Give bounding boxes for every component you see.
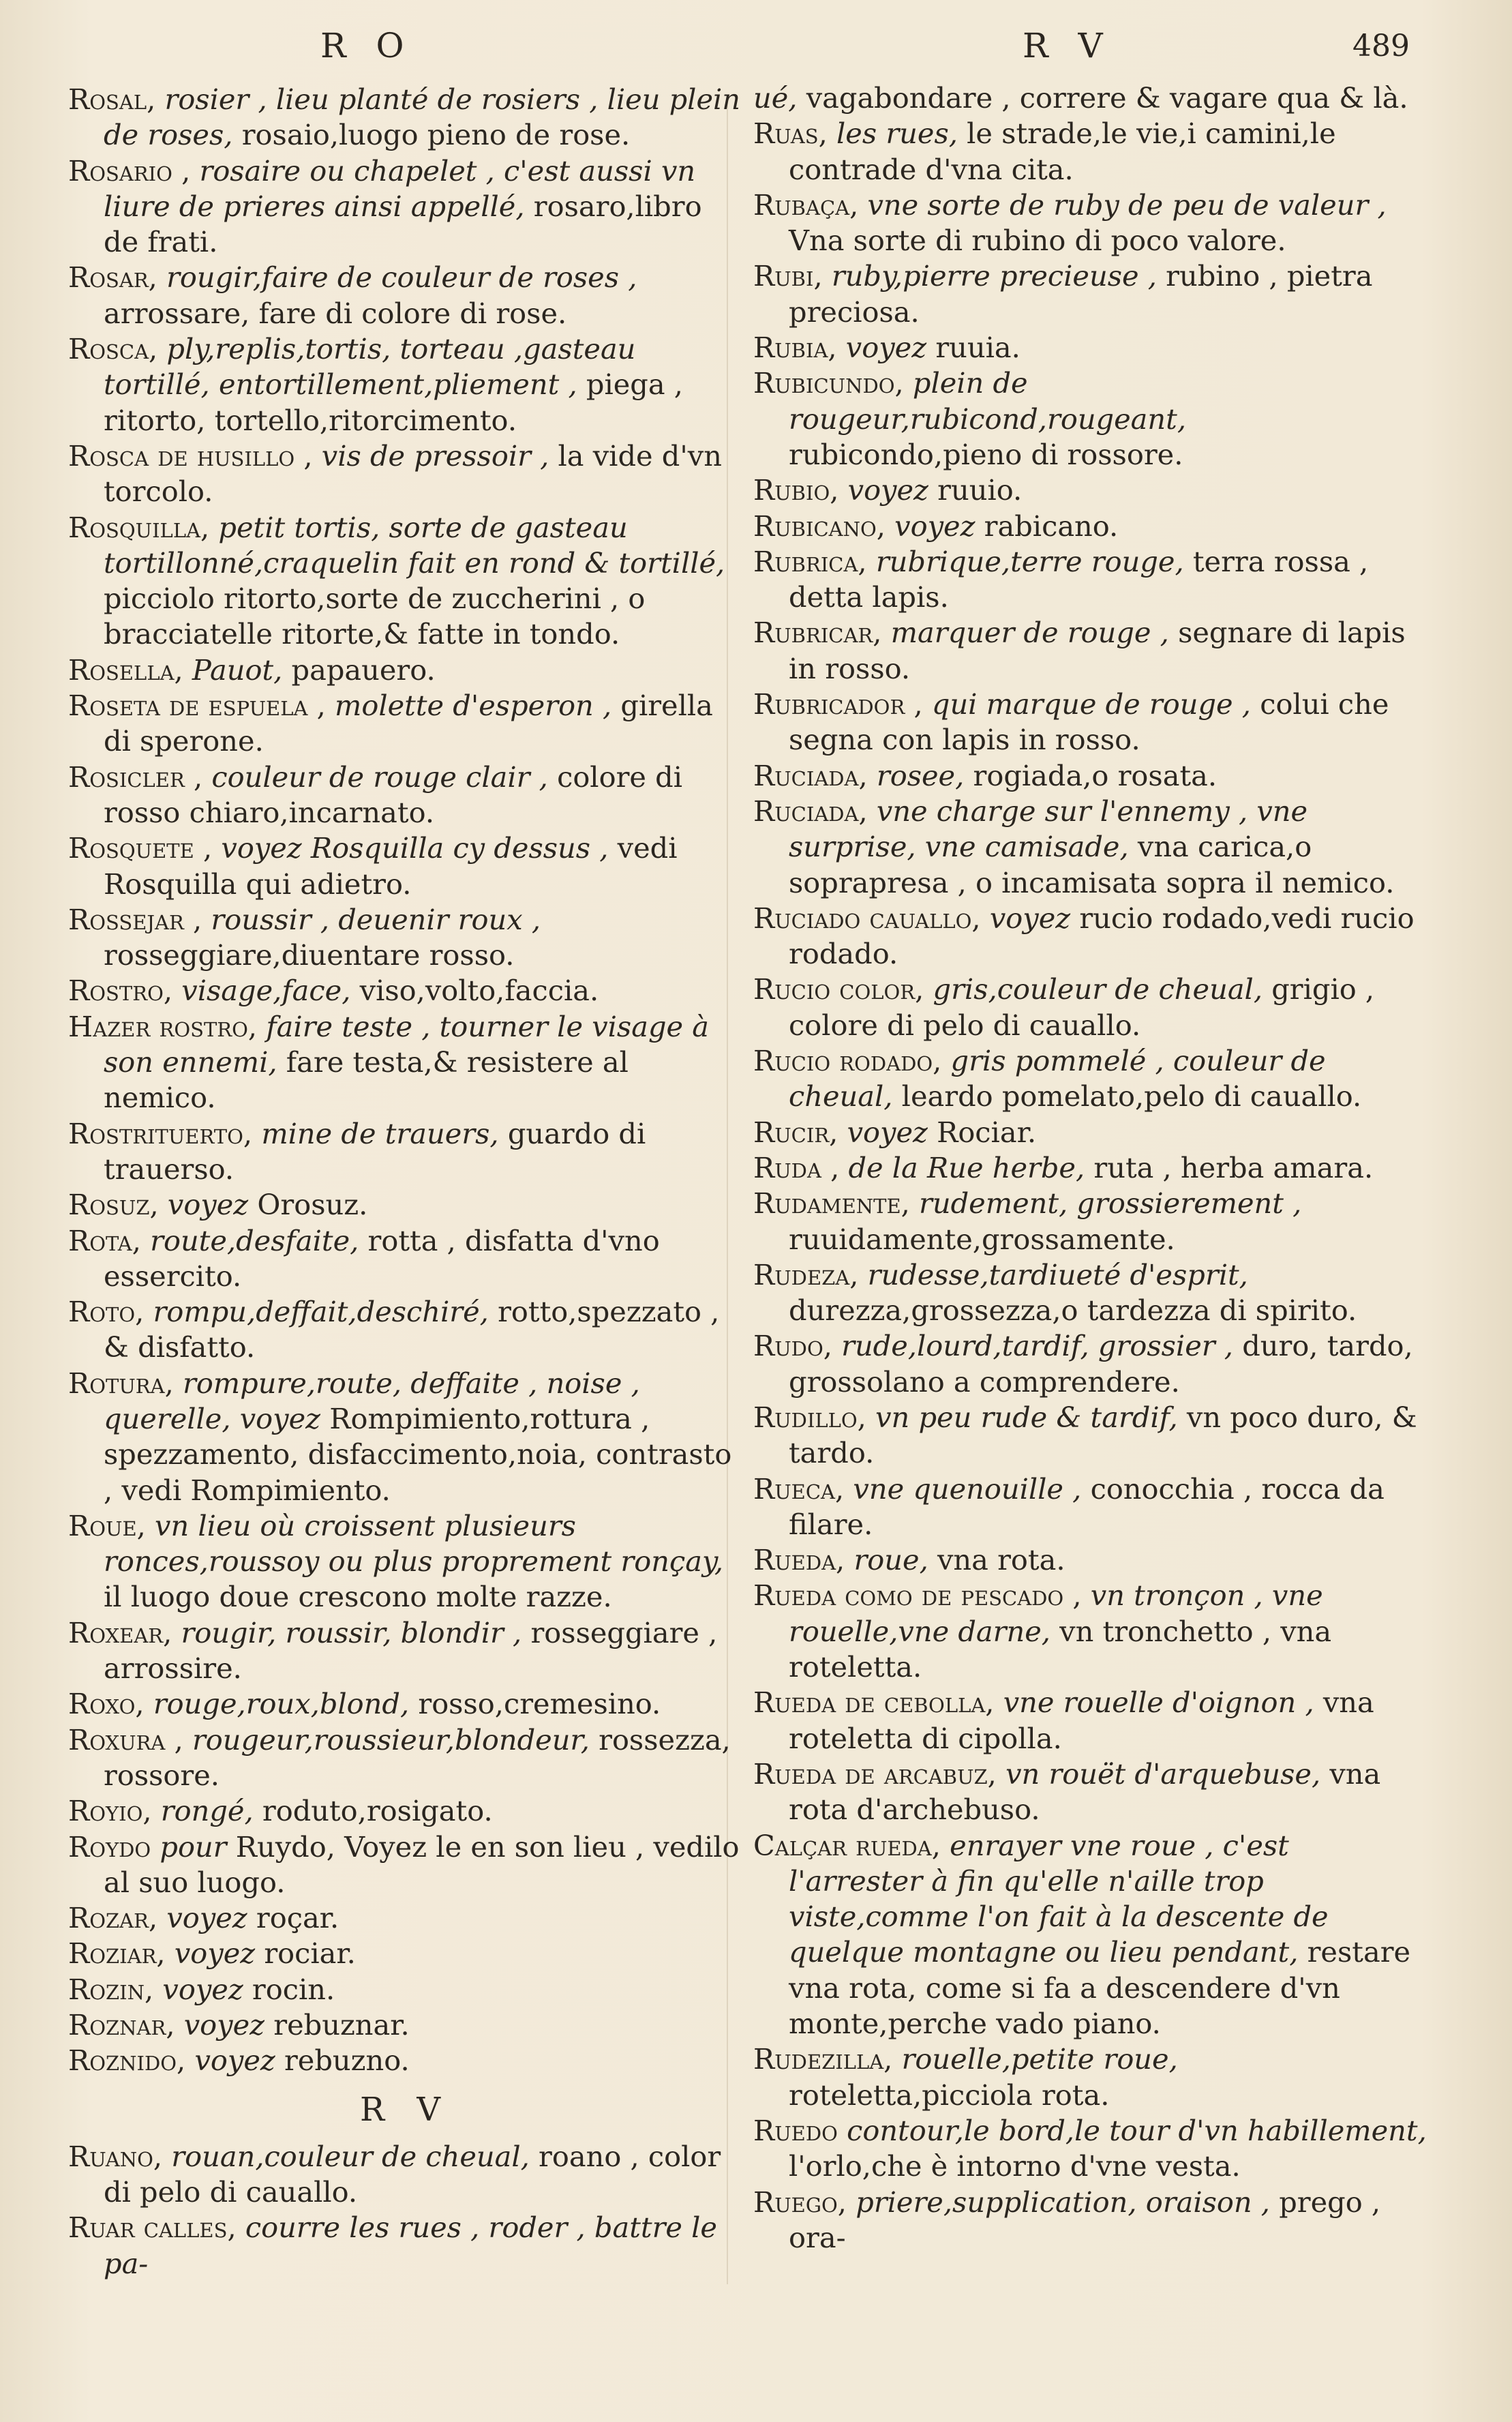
entry-italian-gloss: vna rota d'archebuso. xyxy=(789,1756,1381,1827)
dictionary-entry xyxy=(753,1828,1428,2042)
entry-italian-gloss: restare vna rota, come si fa a descendere d'vn monte,perche vado piano. xyxy=(789,1935,1411,2041)
entry-italian-gloss: vedi Rosquilla qui adietro. xyxy=(104,831,678,901)
entry-italian-gloss: roduto,rosigato. xyxy=(262,1794,493,1828)
dictionary-entry xyxy=(68,902,743,974)
entry-headword: Ruas, xyxy=(753,117,828,151)
entry-headword: Rudezilla, xyxy=(753,2042,893,2076)
entry-italian-gloss: leardo pomelato,pelo di cauallo. xyxy=(901,1079,1362,1113)
entry-italian-gloss: vna roteletta di cipolla. xyxy=(789,1686,1374,1755)
entry-italian-gloss: rocin. xyxy=(252,1972,335,2006)
dictionary-entry xyxy=(753,758,1428,794)
entry-italian-gloss: rosseggiare,diuentare rosso. xyxy=(104,938,515,972)
entry-french-gloss: voyez xyxy=(166,1901,247,1935)
entry-headword: Rosicler , xyxy=(68,760,203,794)
entry-italian-gloss: prego , ora- xyxy=(789,2185,1381,2254)
dictionary-entry xyxy=(68,153,743,260)
entry-french-gloss: rosaire ou chapelet , c'est aussi vn liure de prieres ainsi appellé, xyxy=(104,153,696,223)
entry-headword: Ruda , xyxy=(753,1150,840,1184)
entry-french-gloss: voyez xyxy=(174,1937,256,1971)
entry-french-gloss: vne charge sur l'ennemy , vne surprise, vne camisade, xyxy=(789,794,1308,864)
entry-italian-gloss: rebuznar. xyxy=(273,2008,410,2042)
dictionary-entry xyxy=(68,2139,743,2211)
entry-italian-gloss: conocchia , rocca da filare. xyxy=(789,1471,1385,1541)
entry-headword: Roto, xyxy=(68,1295,145,1329)
entry-italian-gloss: rosaio,luogo pieno de rose. xyxy=(241,118,631,152)
entry-french-gloss: courre les rues , roder , battre le pa- xyxy=(104,2211,717,2280)
entry-headword: Rucio rodado, xyxy=(753,1044,942,1078)
dictionary-entry xyxy=(68,1722,743,1794)
dictionary-entry xyxy=(68,1936,743,1971)
entry-italian-gloss: Orosuz. xyxy=(257,1188,368,1222)
entry-headword: Rudo, xyxy=(753,1329,832,1363)
entry-italian-gloss: rociar. xyxy=(264,1937,356,1971)
entry-headword: Rudamente, xyxy=(753,1186,910,1221)
entry-headword: Rosquilla, xyxy=(68,510,210,544)
entry-french-gloss: rougir, roussir, blondir , xyxy=(181,1615,522,1649)
dictionary-entry xyxy=(753,1328,1428,1400)
entry-headword: Ruciada, xyxy=(753,794,868,828)
entry-headword: Roxear, xyxy=(68,1615,172,1649)
entry-headword: Rostro, xyxy=(68,974,173,1008)
dictionary-entry xyxy=(753,901,1428,972)
entry-french-gloss: voyez xyxy=(167,1188,249,1222)
dictionary-entry xyxy=(68,1508,743,1615)
entry-french-gloss: molette d'esperon , xyxy=(335,689,612,723)
entry-french-gloss: les rues, xyxy=(836,117,958,151)
dictionary-entry xyxy=(68,1793,743,1829)
dictionary-entry xyxy=(753,188,1428,259)
entry-french-gloss: rosee, xyxy=(876,758,965,792)
entry-headword: Rossejar , xyxy=(68,902,202,936)
entry-italian-gloss: ruuidamente,grossamente. xyxy=(789,1222,1175,1256)
entry-french-gloss: route,desfaite, xyxy=(150,1223,359,1257)
entry-italian-gloss: piega , ritorto, tortello,ritorcimento. xyxy=(104,368,683,437)
entry-italian-gloss: rosso,cremesino. xyxy=(418,1687,661,1721)
dictionary-entry xyxy=(68,1294,743,1366)
entry-italian-gloss: durezza,grossezza,o tardezza di spirito. xyxy=(789,1294,1357,1328)
entry-french-gloss: vne rouelle d'oignon , xyxy=(1003,1686,1314,1720)
entry-headword: Calçar rueda, xyxy=(753,1828,941,1862)
entry-italian-gloss: rotta , disfatta d'vno essercito. xyxy=(104,1223,660,1293)
right-column xyxy=(753,80,1428,2256)
entry-headword: Rueda de arcabuz, xyxy=(753,1756,997,1791)
entry-french-gloss: ruby,pierre precieuse , xyxy=(831,259,1157,293)
running-header-right: R V xyxy=(1023,26,1113,65)
dictionary-entry xyxy=(68,1223,743,1295)
entry-french-gloss: voyez xyxy=(194,2044,275,2078)
entry-french-gloss: rouan,couleur de cheual, xyxy=(171,2139,530,2173)
entry-headword: Rueda como de pescado , xyxy=(753,1579,1082,1613)
entry-french-gloss: marquer de rouge , xyxy=(890,616,1169,650)
entry-headword: Roydo xyxy=(68,1829,151,1864)
entry-italian-gloss: colui che segna con lapis in rosso. xyxy=(789,687,1389,757)
entry-french-gloss: priere,supplication, oraison , xyxy=(856,2185,1270,2219)
dictionary-entry xyxy=(68,1009,743,1116)
entry-headword: Royio, xyxy=(68,1794,152,1828)
entry-headword: Rubaça, xyxy=(753,188,859,222)
entry-french-gloss: vn tronçon , vne rouelle,vne darne, xyxy=(789,1579,1323,1648)
entry-italian-gloss: vn poco duro, & tardo. xyxy=(789,1400,1417,1470)
entry-italian-gloss: l'orlo,che è intorno d'vne vesta. xyxy=(789,2149,1241,2183)
dictionary-entry xyxy=(68,1900,743,1936)
entry-italian-gloss: Ruydo, Voyez le en son lieu , vedilo al suo luogo. xyxy=(104,1829,740,1899)
dictionary-entry xyxy=(68,1829,743,1901)
dictionary-entry xyxy=(68,1187,743,1223)
entry-italian-gloss: viso,volto,faccia. xyxy=(359,974,599,1008)
entry-headword: Rosario , xyxy=(68,153,191,188)
entry-italian-gloss: colore di rosso chiaro,incarnato. xyxy=(104,760,682,829)
dictionary-entry xyxy=(68,260,743,331)
dictionary-entry xyxy=(753,1186,1428,1257)
entry-french-gloss: voyez xyxy=(845,331,927,365)
entry-headword: Roxo, xyxy=(68,1687,145,1721)
entry-headword: Rosar, xyxy=(68,260,157,295)
entry-french-gloss: gris,couleur de cheual, xyxy=(933,972,1263,1006)
entry-french-gloss: rudement, grossierement , xyxy=(919,1186,1302,1221)
entry-headword: Roziar, xyxy=(68,1937,166,1971)
entry-french-gloss: mine de trauers, xyxy=(261,1116,499,1150)
page-number: 489 xyxy=(1352,29,1410,63)
entry-headword: Roznar, xyxy=(68,2008,175,2042)
entry-italian-gloss: guardo di trauerso. xyxy=(104,1116,646,1186)
entry-french-gloss: rompu,deffait,deschiré, xyxy=(153,1295,489,1329)
entry-french-gloss: rompure,route, deffaite , noise , querelle, voyez xyxy=(104,1366,640,1435)
entry-headword: Ruano, xyxy=(68,2139,163,2173)
entry-headword: Rucio color, xyxy=(753,972,924,1006)
entry-french-gloss: voyez xyxy=(162,1972,243,2006)
entry-french-gloss: vn rouët d'arquebuse, xyxy=(1006,1756,1321,1791)
entry-italian-gloss: le strade,le vie,i camini,le contrade d'vna cita. xyxy=(789,117,1336,186)
dictionary-entry xyxy=(753,1257,1428,1329)
dictionary-entry xyxy=(68,2043,743,2078)
entry-headword: Rozin, xyxy=(68,1972,154,2006)
dictionary-entry xyxy=(753,2113,1428,2185)
entry-italian-gloss: arrossare, fare di colore di rose. xyxy=(104,296,567,330)
entry-headword: Rosquete , xyxy=(68,831,213,865)
dictionary-entry xyxy=(753,258,1428,330)
entry-italian-gloss: ruuia. xyxy=(935,331,1020,365)
entry-italian-gloss: ruta , herba amara. xyxy=(1093,1150,1374,1184)
entry-headword: Rueca, xyxy=(753,1471,845,1506)
dictionary-entry xyxy=(753,2042,1428,2113)
entry-headword: Ruar calles, xyxy=(68,2211,237,2245)
entry-headword: Rozar, xyxy=(68,1901,158,1935)
dictionary-entry xyxy=(753,116,1428,188)
entry-italian-gloss: fare testa,& resistere al nemico. xyxy=(104,1045,629,1115)
entry-headword: Rubia, xyxy=(753,331,837,365)
entry-headword: Ruego, xyxy=(753,2185,847,2219)
dictionary-entry xyxy=(753,509,1428,544)
dictionary-entry xyxy=(68,1366,743,1508)
entry-french-gloss: contour,le bord,le tour d'vn habillement, xyxy=(847,2113,1427,2147)
entry-italian-gloss: roçar. xyxy=(256,1901,339,1935)
entry-french-gloss: roussir , deuenir roux , xyxy=(211,902,541,936)
entry-french-gloss: voyez xyxy=(989,901,1071,935)
entry-headword: Roseta de espuela , xyxy=(68,689,326,723)
entry-french-gloss: rouge,roux,blond, xyxy=(153,1687,410,1721)
entry-french-gloss: gris pommelé , couleur de cheual, xyxy=(789,1044,1326,1113)
entry-french-gloss: plein de rougeur,rubicond,rougeant, xyxy=(789,366,1187,436)
entry-italian-gloss: duro, tardo, grossolano a comprendere. xyxy=(789,1329,1413,1399)
dictionary-entry xyxy=(753,1115,1428,1150)
entry-headword: Rubricador , xyxy=(753,687,923,721)
entry-french-gloss: de la Rue herbe, xyxy=(848,1150,1085,1184)
entry-french-gloss: voyez Rosquilla cy dessus , xyxy=(221,831,609,865)
dictionary-entry xyxy=(753,687,1428,758)
entry-headword: Rosuz, xyxy=(68,1188,159,1222)
dictionary-entry xyxy=(68,688,743,760)
entry-italian-gloss: girella di sperone. xyxy=(104,689,713,758)
entry-italian-gloss: vna carica,o soprapresa , o incamisata sopra il nemico. xyxy=(789,830,1395,899)
entry-french-gloss: vn peu rude & tardif, xyxy=(875,1400,1178,1434)
entry-italian-gloss: rucio rodado,vedi rucio rodado. xyxy=(789,901,1415,971)
entry-italian-gloss: rotto,spezzato , & disfatto. xyxy=(104,1295,720,1364)
entry-headword: Ruedo xyxy=(753,2113,838,2147)
dictionary-entry xyxy=(753,794,1428,901)
entry-headword: Rostrituerto, xyxy=(68,1116,253,1150)
entry-french-gloss: rubrique,terre rouge, xyxy=(875,544,1184,578)
entry-headword: Rosca de husillo , xyxy=(68,438,313,473)
entry-italian-gloss: vn tronchetto , vna roteletta. xyxy=(789,1614,1332,1684)
entry-headword: Rudillo, xyxy=(753,1400,866,1434)
entry-headword: Rubi, xyxy=(753,259,823,293)
dictionary-entry xyxy=(68,973,743,1008)
right-entries xyxy=(753,80,1428,2256)
entry-italian-gloss: papauero. xyxy=(291,653,436,687)
entry-headword: Rudeza, xyxy=(753,1257,859,1291)
dictionary-entry xyxy=(68,653,743,688)
entry-headword: Ruciada, xyxy=(753,758,868,792)
entry-italian-gloss: Rociar. xyxy=(937,1115,1037,1149)
entry-italian-gloss: segnare di lapis in rosso. xyxy=(789,616,1406,685)
entry-italian-gloss: rosseggiare , arrossire. xyxy=(104,1615,718,1686)
entry-headword: Rosca, xyxy=(68,332,158,366)
dictionary-entry xyxy=(68,1686,743,1722)
entry-french-gloss: ué, xyxy=(753,81,798,115)
entry-french-gloss: rude,lourd,tardif, grossier , xyxy=(841,1329,1233,1363)
dictionary-entry xyxy=(753,365,1428,473)
entry-french-gloss: rosier , lieu planté de rosiers , lieu plein de roses, xyxy=(104,83,741,152)
dictionary-entry xyxy=(68,2210,743,2282)
entry-french-gloss: enrayer vne roue , c'est l'arrester à fin qu'elle n'aille trop viste,comme l'on fait à la descente de quelque montagne ou lieu pendant, xyxy=(789,1828,1329,1969)
entry-french-gloss: vne sorte de ruby de peu de valeur , xyxy=(867,188,1387,222)
entry-french-gloss: Pauot, xyxy=(192,653,283,687)
entry-italian-gloss: roteletta,picciola rota. xyxy=(789,2078,1110,2112)
dictionary-entry xyxy=(753,1043,1428,1115)
entry-french-gloss: pour xyxy=(160,1829,227,1864)
entry-headword: Rubicano, xyxy=(753,509,886,543)
dictionary-entry xyxy=(68,1116,743,1188)
entry-french-gloss: rougir,faire de couleur de roses , xyxy=(166,260,637,295)
dictionary-entry xyxy=(753,544,1428,616)
entry-headword: Rota, xyxy=(68,1223,141,1257)
running-header-left: R O xyxy=(320,26,414,65)
entry-french-gloss: roue, xyxy=(853,1543,928,1577)
entry-french-gloss: rongé, xyxy=(160,1794,254,1828)
entry-headword: Rosella, xyxy=(68,653,183,687)
entry-italian-gloss: terra rossa , detta lapis. xyxy=(789,544,1369,614)
left-entries xyxy=(68,82,743,2079)
left-entries-after xyxy=(68,2139,743,2282)
entry-french-gloss: vn lieu où croissent plusieurs ronces,roussoy ou plus proprement ronçay, xyxy=(104,1508,724,1579)
dictionary-entry xyxy=(68,2007,743,2043)
entry-french-gloss: voyez xyxy=(847,473,928,507)
entry-french-gloss: voyez xyxy=(894,509,976,543)
entry-headword: Rueda de cebolla, xyxy=(753,1686,995,1720)
entry-italian-gloss: rogiada,o rosata. xyxy=(973,758,1218,792)
entry-italian-gloss: roano , color di pelo di cauallo. xyxy=(104,2139,721,2209)
entry-italian-gloss: rebuzno. xyxy=(284,2044,410,2078)
dictionary-entry xyxy=(753,2185,1428,2256)
entry-french-gloss: couleur de rouge clair , xyxy=(211,760,548,794)
entry-italian-gloss: rubicondo,pieno di rossore. xyxy=(789,437,1183,471)
dictionary-entry xyxy=(753,330,1428,365)
dictionary-entry xyxy=(68,760,743,831)
dictionary-entry xyxy=(753,1756,1428,1828)
dictionary-entry xyxy=(753,1471,1428,1543)
entry-italian-gloss: rabicano. xyxy=(984,509,1119,543)
entry-french-gloss: rougeur,roussieur,blondeur, xyxy=(192,1722,590,1756)
entry-headword: Rucir, xyxy=(753,1115,838,1149)
dictionary-entry xyxy=(753,1542,1428,1578)
dictionary-entry xyxy=(753,1578,1428,1685)
entry-french-gloss: visage,face, xyxy=(181,974,351,1008)
dictionary-entry xyxy=(68,510,743,653)
dictionary-entry xyxy=(753,1685,1428,1756)
dictionary-entry xyxy=(68,1615,743,1687)
entry-italian-gloss: Rompimiento,rottura , spezzamento, disfaccimento,noia, contrasto , vedi Rompimiento. xyxy=(104,1401,732,1507)
entry-italian-gloss: picciolo ritorto,sorte de zuccherini , o bracciatelle ritorte,& fatte in tondo. xyxy=(104,582,646,651)
entry-italian-gloss: rossezza, rossore. xyxy=(104,1722,731,1792)
entry-headword: Rosal, xyxy=(68,83,156,116)
entry-headword: Rotura, xyxy=(68,1366,174,1400)
entry-italian-gloss: rubino , pietra preciosa. xyxy=(789,259,1373,329)
dictionary-entry xyxy=(753,615,1428,687)
entry-headword: Rubio, xyxy=(753,473,839,507)
entry-french-gloss: voyez xyxy=(847,1115,928,1149)
entry-french-gloss: qui marque de rouge , xyxy=(931,687,1251,721)
dictionary-entry xyxy=(753,972,1428,1043)
entry-headword: Rubrica, xyxy=(753,544,867,578)
entry-italian-gloss: la vide d'vn torcolo. xyxy=(104,438,722,509)
entry-headword: Ruciado cauallo, xyxy=(753,901,981,935)
entry-italian-gloss: il luogo doue crescono molte razze. xyxy=(104,1580,612,1614)
entry-headword: Roxura , xyxy=(68,1722,183,1756)
entry-italian-gloss: rosaro,libro de frati. xyxy=(104,189,702,259)
dictionary-entry xyxy=(68,331,743,438)
entry-french-gloss: faire teste , tourner le visage à son ennemi, xyxy=(104,1009,710,1079)
entry-headword: Roue, xyxy=(68,1508,146,1542)
entry-french-gloss: rudesse,tardiueté d'esprit, xyxy=(867,1257,1248,1291)
dictionary-entry xyxy=(753,80,1428,116)
entry-headword: Rueda, xyxy=(753,1543,845,1577)
dictionary-entry xyxy=(68,82,743,153)
left-column xyxy=(68,82,743,2282)
entry-headword: Rubricar, xyxy=(753,616,882,650)
dictionary-entry xyxy=(753,473,1428,508)
entry-italian-gloss: Vna sorte di rubino di poco valore. xyxy=(789,224,1286,258)
entry-headword: Hazer rostro, xyxy=(68,1009,258,1043)
entry-italian-gloss: ruuio. xyxy=(937,473,1023,507)
entry-italian-gloss: vagabondare , correre & vagare qua & là. xyxy=(806,81,1408,115)
entry-italian-gloss: grigio , colore di pelo di cauallo. xyxy=(789,972,1375,1042)
entry-french-gloss: vne quenouille , xyxy=(853,1471,1082,1506)
entry-french-gloss: voyez xyxy=(183,2008,265,2042)
entry-french-gloss: ply,replis,tortis, torteau ,gasteau tortillé, entortillement,pliement , xyxy=(104,332,636,402)
entry-headword: Roznido, xyxy=(68,2044,186,2078)
entry-headword: Rubicundo, xyxy=(753,366,904,400)
dictionary-entry xyxy=(68,1972,743,2007)
entry-italian-gloss: vna rota. xyxy=(937,1543,1065,1577)
dictionary-entry xyxy=(753,1400,1428,1471)
dictionary-entry xyxy=(68,831,743,902)
entry-french-gloss: vis de pressoir , xyxy=(321,438,549,473)
entry-french-gloss: rouelle,petite roue, xyxy=(901,2042,1178,2076)
section-title: R V xyxy=(359,2090,452,2129)
dictionary-entry xyxy=(753,1150,1428,1186)
dictionary-entry xyxy=(68,438,743,510)
entry-french-gloss: petit tortis, sorte de gasteau tortillonné,craquelin fait en rond & tortillé, xyxy=(104,510,725,580)
